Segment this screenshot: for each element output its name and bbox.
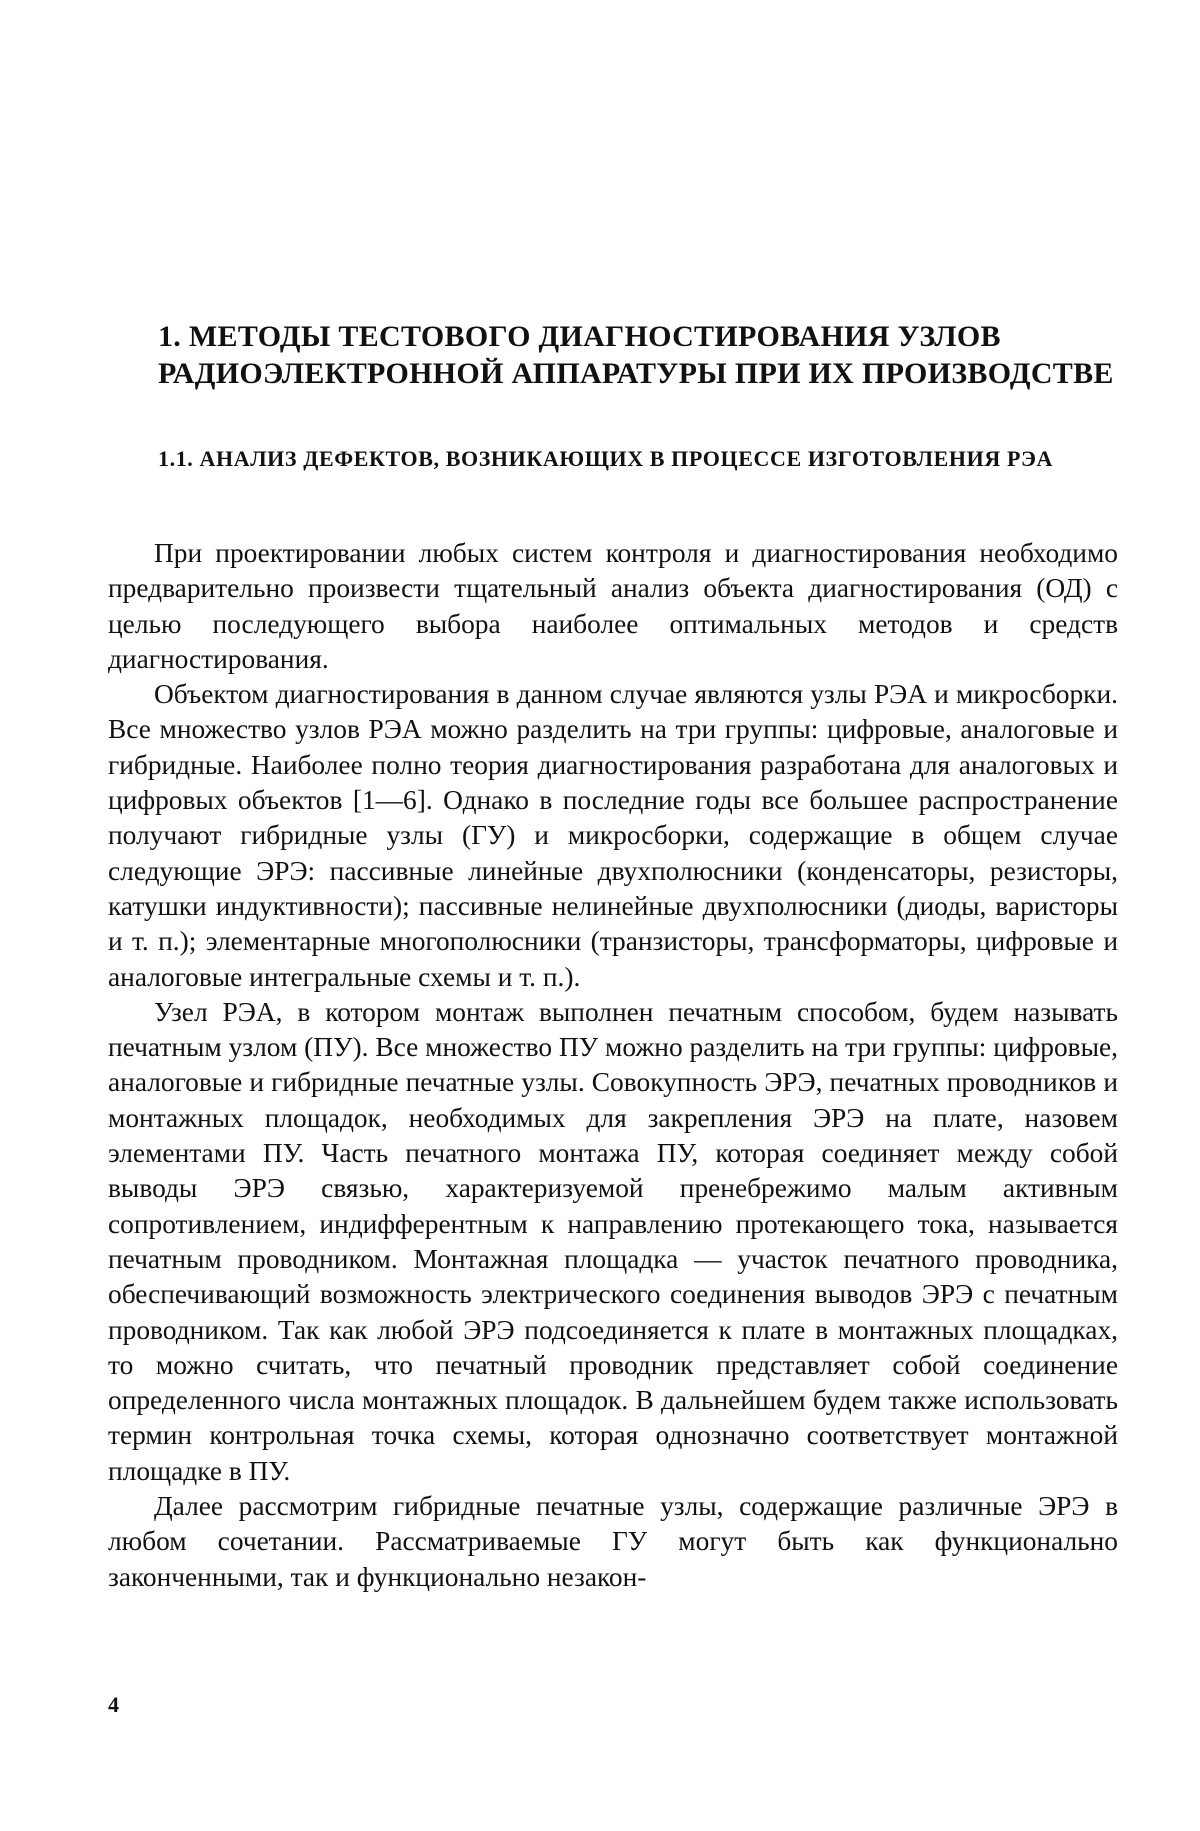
paragraph-3: Узел РЭА, в котором монтаж выполнен печатным способом, будем называть печатным узлом (ПУ). Все множество ПУ можно разделить на три группы: цифровые, аналоговые и гибридные печатные узлы. Совокупность ЭРЭ, печатных проводников и монтажных площадок, необходимых для закрепления ЭРЭ на плате, назовем элементами ПУ. Часть печатного монтажа ПУ, которая соединяет между собой выводы ЭРЭ связью, характеризуемой пренебрежимо малым активным сопротивлением, индифферентным к направлению протекающего тока, называется печатным проводником. Монтажная площадка — участок печатного проводника, обеспечивающий возможность электрического соединения выводов ЭРЭ с печатным проводником. Так как любой ЭРЭ подсоединяется к плате в монтажных площадках, то можно считать, что печатный проводник представляет собой соединение определенного числа монтажных площадок. В дальнейшем будем также использовать термин контрольная точка схемы, которая однозначно соответствует монтажной площадке в ПУ. xyxy=(108,995,1118,1489)
page-number: 4 xyxy=(108,1692,119,1718)
section-title: 1.1. АНАЛИЗ ДЕФЕКТОВ, ВОЗНИКАЮЩИХ В ПРОЦЕССЕ ИЗГОТОВЛЕНИЯ РЭА xyxy=(158,443,1118,475)
body-text xyxy=(108,536,1118,1595)
paragraph-4: Далее рассмотрим гибридные печатные узлы, содержащие различные ЭРЭ в любом сочетании. Рассматриваемые ГУ могут быть как функционально законченными, так и функционально незакон- xyxy=(108,1489,1118,1595)
paragraph-1: При проектировании любых систем контроля и диагностирования необходимо предварительно произвести тщательный анализ объекта диагностирования (ОД) с целью последующего выбора наиболее оптимальных методов и средств диагностирования. xyxy=(108,536,1118,677)
chapter-title: 1. МЕТОДЫ ТЕСТОВОГО ДИАГНОСТИРОВАНИЯ УЗЛОВ РАДИОЭЛЕКТРОННОЙ АППАРАТУРЫ ПРИ ИХ ПРОИЗВОДСТВЕ xyxy=(158,318,1118,392)
paragraph-2: Объектом диагностирования в данном случае являются узлы РЭА и микросборки. Все множество узлов РЭА можно разделить на три группы: цифровые, аналоговые и гибридные. Наиболее полно теория диагностирования разработана для аналоговых и цифровых объектов [1—6]. Однако в последние годы все большее распространение получают гибридные узлы (ГУ) и микросборки, содержащие в общем случае следующие ЭРЭ: пассивные линейные двухполюсники (конденсаторы, резисторы, катушки индуктивности); пассивные нелинейные двухполюсники (диоды, варисторы и т. п.); элементарные многополюсники (транзисторы, трансформаторы, цифровые и аналоговые интегральные схемы и т. п.). xyxy=(108,677,1118,995)
